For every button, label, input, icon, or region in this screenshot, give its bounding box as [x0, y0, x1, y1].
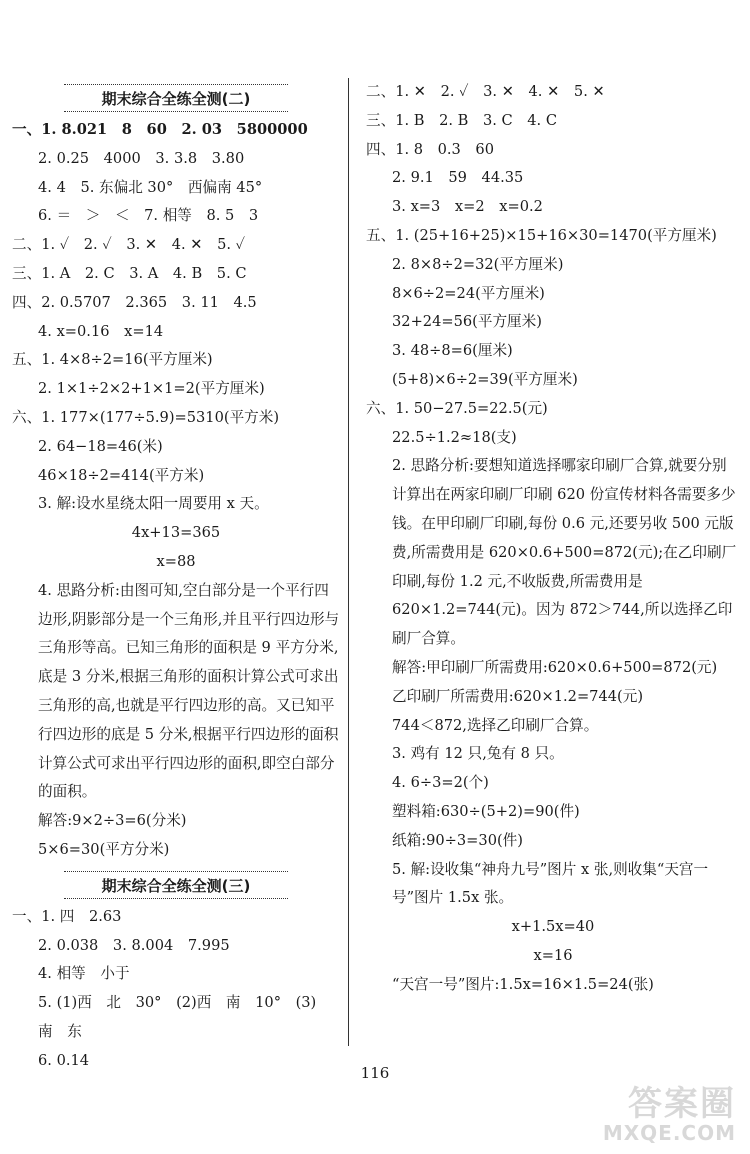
- answer-line: 解答:9×2÷3=6(分米): [38, 812, 187, 830]
- answer-line: 三、1. A 2. C 3. A 4. B 5. C: [12, 264, 247, 282]
- watermark-logo: [602, 1084, 736, 1145]
- answer-line: 解答:甲印刷厂所需费用:620×0.6+500=872(元): [392, 658, 718, 676]
- answer-line: 3. x=3 x=2 x=0.2: [392, 198, 543, 216]
- answer-line: 32+24=56(平方厘米): [392, 313, 542, 331]
- answer-line: 4. 4 5. 东偏北 30° 西偏南 45°: [38, 178, 263, 196]
- answer-line: 5×6=30(平方分米): [38, 840, 170, 858]
- answer-line: 2. 0.038 3. 8.004 7.995: [38, 936, 230, 954]
- answer-line: “天宫一号”图片:1.5x=16×1.5=24(张): [392, 975, 654, 993]
- answer-line: 2. 1×1÷2×2+1×1=2(平方厘米): [38, 380, 265, 398]
- answer-line: 四、1. 8 0.3 60: [366, 140, 495, 158]
- answer-line: 4. 相等 小于: [38, 965, 130, 983]
- left-column: [12, 78, 340, 1076]
- answer-line: 6. 0.14: [38, 1051, 90, 1069]
- answer-line: 四、2. 0.5707 2.365 3. 11 4.5: [12, 293, 257, 311]
- watermark-url: MXQE.COM: [602, 1121, 736, 1145]
- answer-line: 一、1. 8.021 8 60 2. 03 5800000: [12, 121, 308, 138]
- answer-line: 2. 0.25 4000 3. 3.8 3.80: [38, 149, 245, 167]
- answer-line: 一、1. 四 2.63: [12, 907, 122, 925]
- analysis-paragraph: 2. 思路分析:要想知道选择哪家印刷厂合算,就要分别计算出在两家印刷厂印刷 620 份宣传材料各需要多少钱。在甲印刷厂印刷,每份 0.6 元,还要另收 500 元版费,所需费用是 620×0.6+500=872(元);在乙印刷厂印刷,每份 1.2 元,不收版费,所需费用是 620×1.2=744(元)。因为 872＞744,所以选择乙印刷厂合算。: [392, 457, 737, 648]
- equation-line: x=88: [156, 552, 196, 570]
- answer-line: 2. 8×8÷2=32(平方厘米): [392, 255, 564, 273]
- answer-line: 纸箱:90÷3=30(件): [392, 831, 523, 849]
- watermark-main-text: 答案圈: [628, 1084, 736, 1125]
- answer-line: 五、1. (25+16+25)×15+16×30=1470(平方厘米): [366, 226, 717, 244]
- answer-line: 6. ＝ ＞ ＜ 7. 相等 8. 5 3: [38, 207, 259, 225]
- answer-line: 8×6÷2=24(平方厘米): [392, 284, 545, 302]
- answer-line: 三、1. B 2. B 3. C 4. C: [366, 111, 558, 129]
- answer-line: 3. 鸡有 12 只,兔有 8 只。: [392, 745, 564, 763]
- answer-line: 五、1. 4×8÷2=16(平方厘米): [12, 351, 213, 369]
- answer-line: 南 东: [38, 1022, 82, 1040]
- answer-line: 5. 解:设收集“神舟九号”图片 x 张,则收集“天宫一号”图片 1.5x 张。: [392, 860, 709, 907]
- answer-line: 塑料箱:630÷(5+2)=90(件): [392, 802, 580, 820]
- answer-line: 乙印刷厂所需费用:620×1.2=744(元): [392, 687, 644, 705]
- answer-line: 3. 48÷8=6(厘米): [392, 342, 513, 360]
- answer-line: 六、1. 177×(177÷5.9)=5310(平方米): [12, 408, 280, 426]
- right-column: [366, 78, 740, 1000]
- answer-line: 二、1. ✓ 2. ✓ 3. ✕ 4. ✕ 5. ✓: [12, 236, 246, 254]
- answer-line: 六、1. 50−27.5=22.5(元): [366, 399, 548, 417]
- answer-line: 4. x=0.16 x=14: [38, 322, 164, 340]
- answer-line: (5+8)×6÷2=39(平方厘米): [392, 370, 578, 388]
- answer-line: 二、1. ✕ 2. ✓ 3. ✕ 4. ✕ 5. ✕: [366, 83, 605, 100]
- answer-line: 2. 9.1 59 44.35: [392, 169, 524, 187]
- answer-line: 22.5÷1.2≈18(支): [392, 428, 517, 446]
- equation-line: 4x+13=365: [131, 524, 221, 542]
- answer-line: 4. 6÷3=2(个): [392, 774, 489, 792]
- section-title-final-test-3: 期末综合全练全测(三): [64, 871, 288, 899]
- answer-line: 46×18÷2=414(平方米): [38, 466, 205, 484]
- column-divider: [348, 78, 349, 1046]
- analysis-paragraph: 4. 思路分析:由图可知,空白部分是一个平行四边形,阴影部分是一个三角形,并且平行四边形与三角形等高。已知三角形的面积是 9 平方分米,底是 3 分米,根据三角形的面积计算公式可求出三角形的高,也就是平行四边形的高。又已知平行四边形的底是 5 分米,根据平行四边形的面积计算公式可求出平行四边形的面积,即空白部分的面积。: [38, 581, 340, 801]
- answer-line: 3. 解:设水星绕太阳一周要用 x 天。: [38, 495, 269, 513]
- answer-line: 2. 64−18=46(米): [38, 437, 163, 455]
- equation-line: x+1.5x=40: [511, 918, 595, 936]
- answer-line: 744＜872,选择乙印刷厂合算。: [392, 716, 599, 734]
- answer-line: 5. (1)西 北 30° (2)西 南 10° (3): [38, 994, 317, 1012]
- equation-line: x=16: [533, 946, 573, 964]
- page-number: 116: [360, 1064, 390, 1082]
- section-title-final-test-2: 期末综合全练全测(二): [64, 84, 288, 112]
